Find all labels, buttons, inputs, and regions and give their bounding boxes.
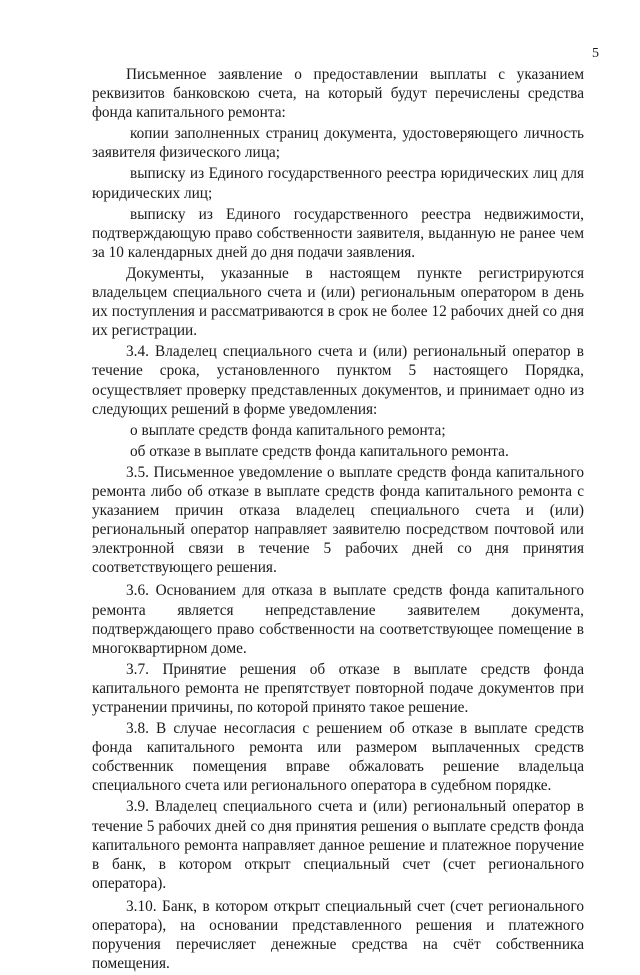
paragraph-3-9: 3.9. Владелец специального счета и (или) региональный оператор в течение 5 рабочих дней со дня принятия решения о выплате средств фонда капитального ремонта направляет данное решение и платежное поручение в банк, в котором открыт специальный счет (счет регионального оператора). — [92, 798, 584, 892]
list-item-identity-copies: копии заполненных страниц документа, удостоверяющего личность заявителя физического лица; — [92, 125, 584, 162]
list-item-payment-decision: о выплате средств фонда капитального ремонта; — [130, 421, 446, 439]
list-item-legal-entities-extract: выписку из Единого государственного реестра юридических лиц для юридических лиц; — [92, 165, 584, 202]
paragraph-3-10: 3.10. Банк, в котором открыт специальный счет (счет регионального оператора), на основании представленного решения и платежного поручения перечисляет денежные средства на счёт собственника помещения. — [92, 897, 584, 973]
paragraph-3-6: 3.6. Основанием для отказа в выплате средств фонда капитального ремонта является непредставление заявителем документа, подтверждающего право собственности на соответствующее помещение в многоквартирном доме. — [92, 582, 584, 657]
paragraph-3-8: 3.8. В случае несогласия с решением об отказе в выплате средств фонда капитального ремонта или размером выплаченных средств собственник помещения вправе обжаловать решение владельца специального счета или регионального оператора в судебном порядке. — [92, 720, 584, 795]
paragraph-application-intro: Письменное заявление о предоставлении выплаты с указанием реквизитов банковскою счета, на который будут перечислены средства фонда капитального ремонта: — [92, 66, 584, 122]
page-number: 5 — [592, 46, 599, 61]
paragraph-3-5: 3.5. Письменное уведомление о выплате средств фонда капитального ремонта либо об отказе в выплате средств фонда капитального ремонта с указанием причин отказа владелец специального счета и (или) региональный оператор направляет заявителю посредством почтовой или электронной связи в течение 5 рабочих дней со дня принятия соответствующего решения. — [92, 463, 584, 577]
paragraph-documents-registration: Документы, указанные в настоящем пункте регистрируются владельцем специального счета и (или) региональным оператором в день их поступления и рассматриваются в срок не более 12 рабочих дней со дня их регистрации. — [92, 264, 584, 340]
paragraph-3-4: 3.4. Владелец специального счета и (или) региональный оператор в течение срока, установленного пунктом 5 настоящего Порядка, осуществляет проверку представленных документов, и принимает одно из следующих решений в форме уведомления: — [92, 343, 584, 418]
list-item-real-estate-extract: выписку из Единого государственного реестра недвижимости, подтверждающую право собственности заявителя, выданную не ранее чем за 10 календарных дней до дня подачи заявления. — [92, 205, 584, 261]
document-body — [92, 65, 584, 975]
list-item-refusal-decision: об отказе в выплате средств фонда капитального ремонта. — [130, 442, 509, 460]
paragraph-3-7: 3.7. Принятие решения об отказе в выплате средств фонда капитального ремонта не препятствует повторной подаче документов при устранении причины, по которой принято такое решение. — [92, 660, 584, 716]
